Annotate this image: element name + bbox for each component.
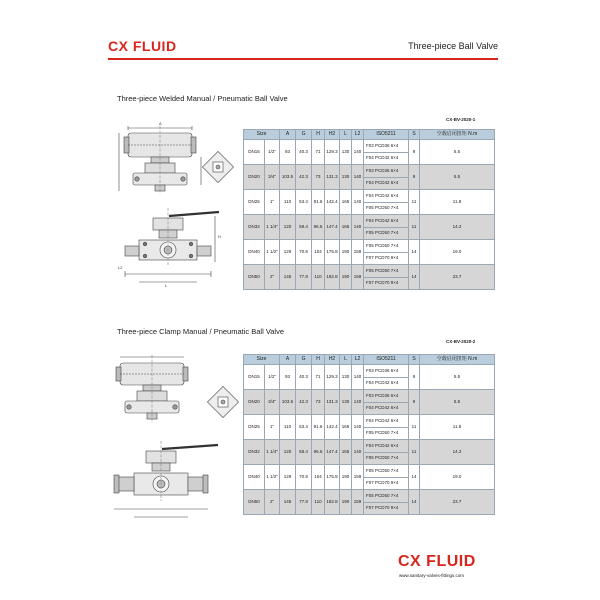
s-cell: 9 xyxy=(409,165,420,190)
s-cell: 14 xyxy=(409,465,420,490)
iso5211-cell: F03 PCD36 6×4 xyxy=(364,140,409,153)
table-row xyxy=(244,190,495,203)
dim-h-cell: 104 xyxy=(312,465,325,490)
dim-a-cell: 93 xyxy=(280,365,296,390)
dim-a-cell: 145 xyxy=(280,490,296,515)
iso5211-cell: F05 PCD50 7×4 xyxy=(364,227,409,240)
col-header-l2: L2 xyxy=(352,355,364,365)
inch-size-cell: 1/2" xyxy=(265,140,280,165)
torque-cell: 14.2 xyxy=(420,215,495,240)
spec-table-clamp xyxy=(243,354,495,515)
col-header-l2: L2 xyxy=(352,130,364,140)
dim-l2-cell: 140 xyxy=(352,215,364,240)
dim-h2-cell: 182.8 xyxy=(325,490,340,515)
dim-label-h: H xyxy=(218,234,221,239)
dim-h2-cell: 131.3 xyxy=(325,165,340,190)
dim-h2-cell: 142.4 xyxy=(325,415,340,440)
size-cell: DN40 xyxy=(244,240,265,265)
size-cell: DN15 xyxy=(244,365,265,390)
iso5211-cell: F05 PCD50 7×4 xyxy=(364,490,409,503)
inch-size-cell: 2" xyxy=(265,265,280,290)
table-row xyxy=(244,165,495,178)
s-cell: 11 xyxy=(409,440,420,465)
dim-l-cell: 130 xyxy=(340,390,352,415)
table-row xyxy=(244,365,495,378)
inch-size-cell: 1/2" xyxy=(265,365,280,390)
table-row xyxy=(244,415,495,428)
dim-g-cell: 53.4 xyxy=(296,415,312,440)
dim-l-cell: 165 xyxy=(340,190,352,215)
dim-l-cell: 130 xyxy=(340,140,352,165)
iso5211-cell: F05 PCD50 7×4 xyxy=(364,202,409,215)
col-header-size: Size xyxy=(244,130,280,140)
iso5211-cell: F07 PCD70 9×4 xyxy=(364,252,409,265)
dim-h-cell: 91.6 xyxy=(312,190,325,215)
dim-h2-cell: 175.8 xyxy=(325,465,340,490)
dim-l-cell: 130 xyxy=(340,165,352,190)
dim-l2-cell: 159 xyxy=(352,265,364,290)
dim-h-cell: 73 xyxy=(312,165,325,190)
size-cell: DN15 xyxy=(244,140,265,165)
dim-l-cell: 130 xyxy=(340,365,352,390)
table-row xyxy=(244,265,495,278)
inch-size-cell: 1" xyxy=(265,190,280,215)
dim-l2-cell: 140 xyxy=(352,165,364,190)
dim-h-cell: 110 xyxy=(312,490,325,515)
iso5211-cell: F04 PCD42 6×4 xyxy=(364,440,409,453)
dim-a-cell: 129 xyxy=(280,465,296,490)
iso5211-cell: F04 PCD42 6×4 xyxy=(364,215,409,228)
col-header-a: A xyxy=(280,355,296,365)
col-header-size: Size xyxy=(244,355,280,365)
dim-h2-cell: 129.3 xyxy=(325,140,340,165)
dim-a-cell: 103.5 xyxy=(280,390,296,415)
iso5211-cell: F07 PCD70 9×4 xyxy=(364,277,409,290)
s-cell: 11 xyxy=(409,190,420,215)
table-row xyxy=(244,140,495,153)
s-cell: 9 xyxy=(409,365,420,390)
torque-cell: 5.5 xyxy=(420,365,495,390)
s-cell: 11 xyxy=(409,215,420,240)
iso5211-cell: F05 PCD50 7×4 xyxy=(364,465,409,478)
dim-l-cell: 190 xyxy=(340,465,352,490)
iso5211-cell: F04 PCD42 6×4 xyxy=(364,152,409,165)
footer-website-link[interactable]: www.sanitary-valves-fittings.com xyxy=(399,573,465,578)
iso5211-cell: F07 PCD70 9×4 xyxy=(364,477,409,490)
dim-g-cell: 70.8 xyxy=(296,240,312,265)
dim-h2-cell: 182.8 xyxy=(325,265,340,290)
dim-h2-cell: 131.3 xyxy=(325,390,340,415)
dim-g-cell: 40.3 xyxy=(296,365,312,390)
dim-l2-cell: 140 xyxy=(352,140,364,165)
torque-cell: 5.5 xyxy=(420,140,495,165)
iso5211-cell: F03 PCD36 6×4 xyxy=(364,390,409,403)
torque-cell: 23.7 xyxy=(420,265,495,290)
col-header-torque: 空载启闭扭矩 N.m xyxy=(420,355,495,365)
iso5211-cell: F04 PCD42 6×4 xyxy=(364,377,409,390)
dim-l2-cell: 159 xyxy=(352,465,364,490)
col-header-h: H xyxy=(312,355,325,365)
dim-l-cell: 190 xyxy=(340,490,352,515)
dim-l-cell: 165 xyxy=(340,215,352,240)
dim-h-cell: 91.6 xyxy=(312,415,325,440)
col-header-h2: H2 xyxy=(325,355,340,365)
dim-label-a: A xyxy=(159,121,162,126)
torque-cell: 14.2 xyxy=(420,440,495,465)
col-header-g: G xyxy=(296,355,312,365)
dim-label-l: L xyxy=(165,283,168,288)
iso5211-cell: F05 PCD50 7×4 xyxy=(364,452,409,465)
dim-g-cell: 77.8 xyxy=(296,490,312,515)
dim-h2-cell: 147.4 xyxy=(325,440,340,465)
dim-a-cell: 129 xyxy=(280,240,296,265)
s-cell: 14 xyxy=(409,490,420,515)
footer-brand-logo: CX FLUID xyxy=(398,553,476,570)
inch-size-cell: 3/4" xyxy=(265,165,280,190)
dim-h2-cell: 142.4 xyxy=(325,190,340,215)
s-cell: 11 xyxy=(409,415,420,440)
dim-l2-cell: 159 xyxy=(352,240,364,265)
inch-size-cell: 1 1/4" xyxy=(265,440,280,465)
s-cell: 9 xyxy=(409,390,420,415)
dim-l-cell: 165 xyxy=(340,415,352,440)
dim-h-cell: 96.6 xyxy=(312,440,325,465)
dim-label-l2: L2 xyxy=(118,265,123,270)
size-cell: DN32 xyxy=(244,440,265,465)
col-header-iso5211: ISO5211 xyxy=(364,355,409,365)
dim-a-cell: 93 xyxy=(280,140,296,165)
size-cell: DN40 xyxy=(244,465,265,490)
inch-size-cell: 1 1/2" xyxy=(265,465,280,490)
dim-a-cell: 110 xyxy=(280,190,296,215)
col-header-h: H xyxy=(312,130,325,140)
section-title-clamp: Three-piece Clamp Manual / Pneumatic Ball Valve xyxy=(117,327,285,336)
col-header-s: S xyxy=(409,355,420,365)
table-row xyxy=(244,490,495,503)
table-row xyxy=(244,215,495,228)
inch-size-cell: 3/4" xyxy=(265,390,280,415)
dim-h-cell: 71 xyxy=(312,365,325,390)
torque-cell: 19.0 xyxy=(420,240,495,265)
col-header-l: L xyxy=(340,355,352,365)
dim-l2-cell: 140 xyxy=(352,440,364,465)
torque-cell: 5.5 xyxy=(420,165,495,190)
dim-h-cell: 104 xyxy=(312,240,325,265)
dim-l2-cell: 140 xyxy=(352,390,364,415)
dim-l2-cell: 140 xyxy=(352,190,364,215)
dim-g-cell: 53.4 xyxy=(296,190,312,215)
size-cell: DN25 xyxy=(244,190,265,215)
size-cell: DN32 xyxy=(244,215,265,240)
torque-cell: 11.8 xyxy=(420,415,495,440)
dim-l-cell: 190 xyxy=(340,240,352,265)
dim-h-cell: 110 xyxy=(312,265,325,290)
page-title: Three-piece Ball Valve xyxy=(408,41,498,51)
dim-a-cell: 103.5 xyxy=(280,165,296,190)
clamp-valve-diagram xyxy=(112,345,244,535)
iso5211-cell: F04 PCD42 6×4 xyxy=(364,190,409,203)
dim-g-cell: 58.4 xyxy=(296,215,312,240)
inch-size-cell: 2" xyxy=(265,490,280,515)
dim-g-cell: 77.8 xyxy=(296,265,312,290)
inch-size-cell: 1 1/4" xyxy=(265,215,280,240)
dim-a-cell: 145 xyxy=(280,265,296,290)
iso5211-cell: F05 PCD50 7×4 xyxy=(364,265,409,278)
model-code-clamp: CX-BV-2020-2 xyxy=(446,339,476,344)
torque-cell: 11.8 xyxy=(420,190,495,215)
inch-size-cell: 1 1/2" xyxy=(265,240,280,265)
dim-h-cell: 96.6 xyxy=(312,215,325,240)
iso5211-cell: F05 PCD50 7×4 xyxy=(364,427,409,440)
model-code-welded: CX-BV-2020-1 xyxy=(446,117,476,122)
dim-h-cell: 73 xyxy=(312,390,325,415)
dim-g-cell: 42.3 xyxy=(296,165,312,190)
size-cell: DN20 xyxy=(244,390,265,415)
dim-l-cell: 190 xyxy=(340,265,352,290)
col-header-a: A xyxy=(280,130,296,140)
spec-table-welded xyxy=(243,129,495,290)
dim-l-cell: 165 xyxy=(340,440,352,465)
table-row xyxy=(244,440,495,453)
table-row xyxy=(244,390,495,403)
table-row xyxy=(244,240,495,253)
welded-valve-diagram xyxy=(115,116,245,296)
col-header-torque: 空载启闭扭矩 N.m xyxy=(420,130,495,140)
page-header xyxy=(108,38,498,60)
size-cell: DN50 xyxy=(244,265,265,290)
dim-a-cell: 110 xyxy=(280,415,296,440)
torque-cell: 19.0 xyxy=(420,465,495,490)
s-cell: 9 xyxy=(409,140,420,165)
dim-h2-cell: 175.8 xyxy=(325,240,340,265)
iso5211-cell: F03 PCD36 6×4 xyxy=(364,165,409,178)
iso5211-cell: F07 PCD70 9×4 xyxy=(364,502,409,515)
col-header-l: L xyxy=(340,130,352,140)
col-header-s: S xyxy=(409,130,420,140)
dim-a-cell: 120 xyxy=(280,215,296,240)
s-cell: 14 xyxy=(409,240,420,265)
dim-l2-cell: 140 xyxy=(352,365,364,390)
col-header-iso5211: ISO5211 xyxy=(364,130,409,140)
torque-cell: 23.7 xyxy=(420,490,495,515)
col-header-g: G xyxy=(296,130,312,140)
inch-size-cell: 1" xyxy=(265,415,280,440)
size-cell: DN50 xyxy=(244,490,265,515)
dim-h2-cell: 129.3 xyxy=(325,365,340,390)
dim-g-cell: 58.4 xyxy=(296,440,312,465)
dim-g-cell: 70.8 xyxy=(296,465,312,490)
dim-h-cell: 71 xyxy=(312,140,325,165)
col-header-h2: H2 xyxy=(325,130,340,140)
iso5211-cell: F05 PCD50 7×4 xyxy=(364,240,409,253)
brand-logo: CX FLUID xyxy=(108,38,177,54)
iso5211-cell: F04 PCD42 6×4 xyxy=(364,415,409,428)
iso5211-cell: F04 PCD42 6×4 xyxy=(364,402,409,415)
dim-l2-cell: 159 xyxy=(352,490,364,515)
section-title-welded: Three-piece Welded Manual / Pneumatic Ball Valve xyxy=(117,94,288,103)
dim-g-cell: 40.3 xyxy=(296,140,312,165)
size-cell: DN25 xyxy=(244,415,265,440)
dim-g-cell: 42.3 xyxy=(296,390,312,415)
s-cell: 14 xyxy=(409,265,420,290)
torque-cell: 5.5 xyxy=(420,390,495,415)
header-rule xyxy=(108,58,498,60)
dim-l2-cell: 140 xyxy=(352,415,364,440)
dim-a-cell: 120 xyxy=(280,440,296,465)
size-cell: DN20 xyxy=(244,165,265,190)
iso5211-cell: F04 PCD42 6×4 xyxy=(364,177,409,190)
iso5211-cell: F03 PCD36 6×4 xyxy=(364,365,409,378)
dim-h2-cell: 147.4 xyxy=(325,215,340,240)
table-row xyxy=(244,465,495,478)
